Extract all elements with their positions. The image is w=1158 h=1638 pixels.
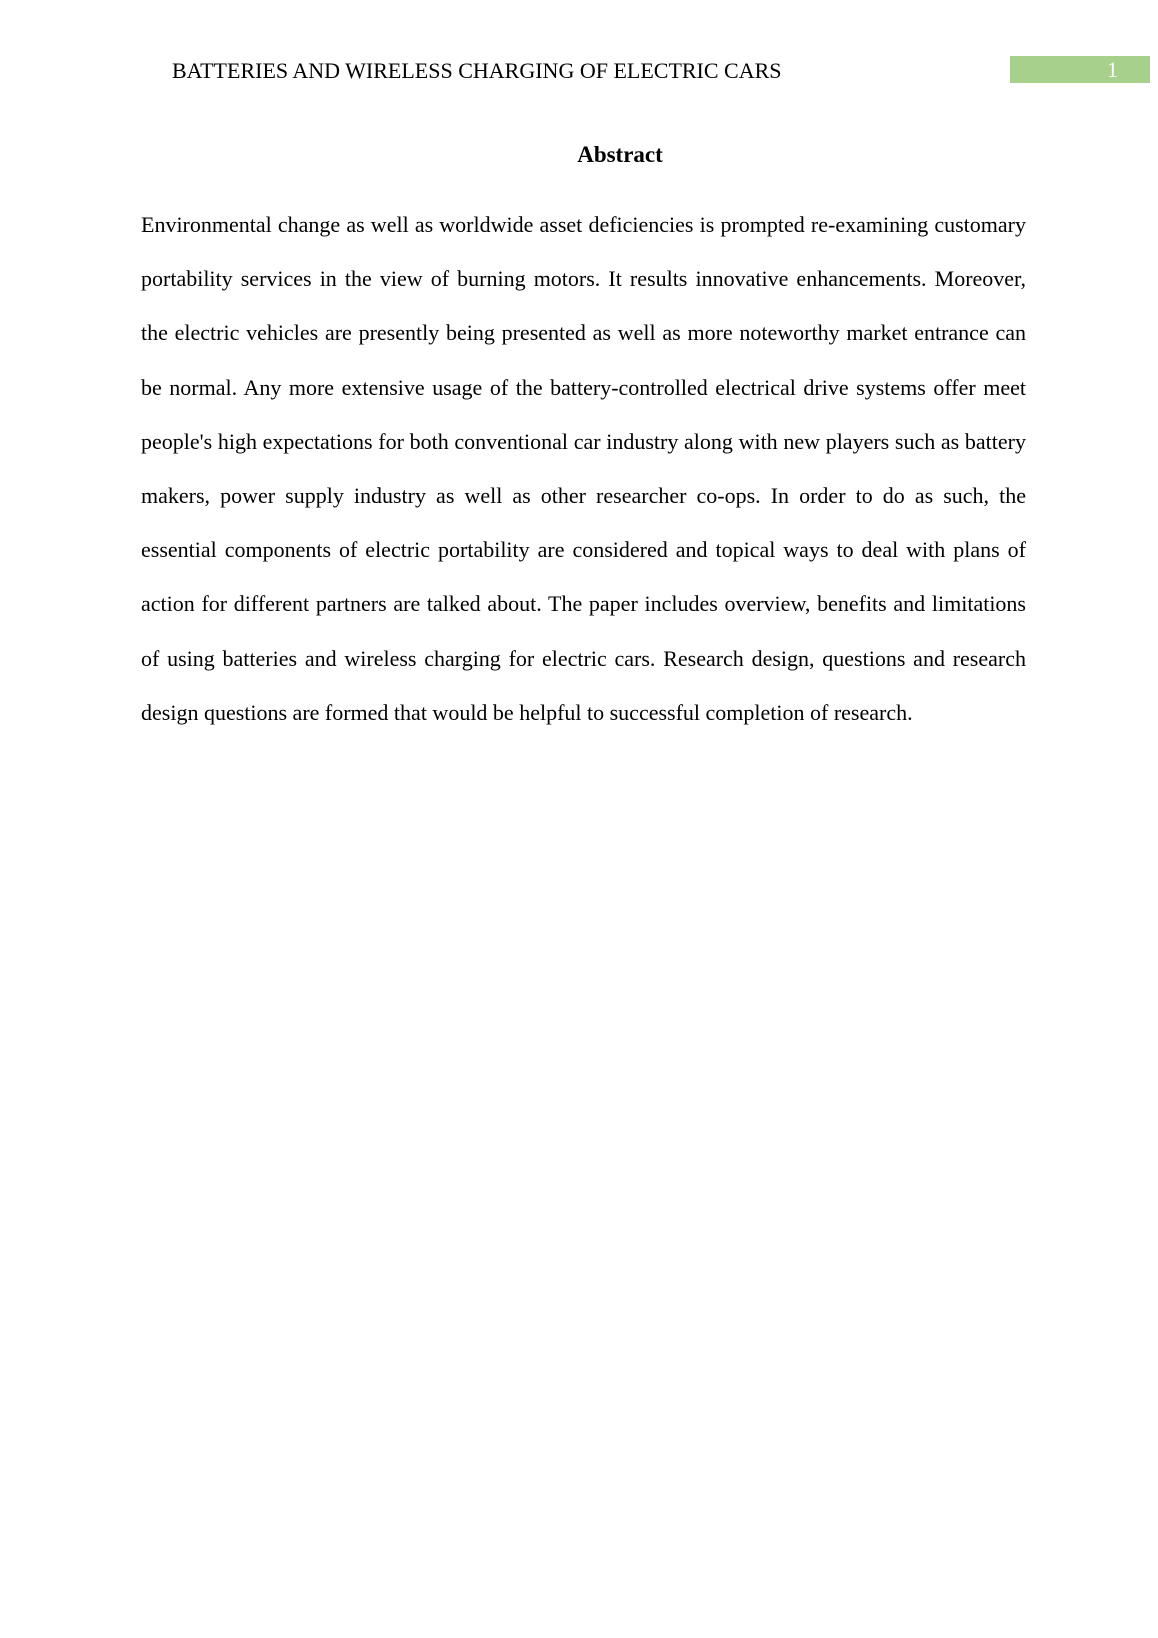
section-heading: Abstract [577,142,663,167]
page-number-badge [1010,56,1150,83]
page-number: 1 [1107,57,1118,82]
running-head: BATTERIES AND WIRELESS CHARGING OF ELECTRIC CARS [172,58,782,83]
abstract-paragraph: Environmental change as well as worldwide asset deficiencies is prompted re-examining customary portability services in the view of burning motors. It results innovative enhancements. Moreover, the electric vehicles are presently being presented as well as more noteworthy market entrance can be normal. Any more extensive usage of the battery-controlled electrical drive systems offer meet people's high expectations for both conventional car industry along with new players such as battery makers, power supply industry as well as other researcher co-ops. In order to do as such, the essential components of electric portability are considered and topical ways to deal with plans of action for different partners are talked about. The paper includes overview, benefits and limitations of using batteries and wireless charging for electric cars. Research design, questions and research design questions are formed that would be helpful to successful completion of research. [141,212,1026,725]
